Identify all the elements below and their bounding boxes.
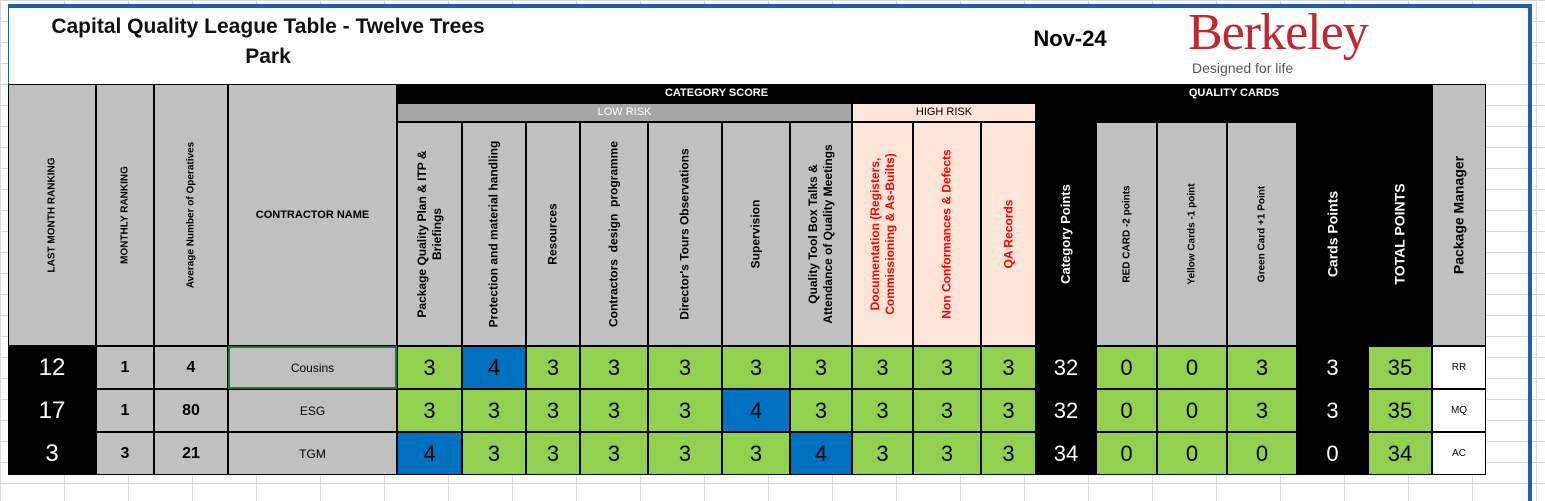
contractor-name-cell[interactable]: Cousins [228,346,397,389]
category-points-cell: 32 [1036,389,1096,432]
category-points-cell: 32 [1036,346,1096,389]
score-cell: 4 [462,346,526,389]
score-cell: 3 [648,346,722,389]
card-count-cell: 0 [1227,432,1297,475]
cards-points-cell: 3 [1297,346,1368,389]
card-header-1 [1096,122,1157,346]
category-header-10 [981,122,1036,346]
category-header-4 [580,122,648,346]
category-points-cell: 34 [1036,432,1096,475]
score-cell: 3 [580,346,648,389]
avg-operatives-cell: 80 [154,389,228,432]
score-cell: 3 [852,389,913,432]
score-cell: 3 [397,346,462,389]
page-title: Capital Quality League Table - Twelve Trees Park [51,15,485,68]
score-cell: 3 [648,432,722,475]
contractor-name-header: CONTRACTOR NAME [228,84,397,346]
category-label-7: Quality Tool Box Talks & Attendance of Quality Meetings [806,144,835,324]
card-count-cell: 0 [1096,346,1157,389]
category-label-9: Non Conformances & Defects [939,149,954,319]
card-count-cell: 0 [1096,432,1157,475]
category-label-1: Package Quality Plan & ITP & Briefings [414,150,444,318]
score-cell: 3 [981,432,1036,475]
monthly-ranking-header-label: MONTHLY RANKING [119,166,131,264]
last-month-ranking-header-label: LAST MONTH RANKING [46,157,58,273]
card-label-3: Green Card +1 Point [1256,185,1268,283]
avg-operatives-header [154,84,228,346]
monthly-ranking-cell: 3 [96,432,154,475]
score-cell: 3 [648,389,722,432]
score-cell: 3 [981,389,1036,432]
score-cell: 3 [852,432,913,475]
monthly-ranking-cell: 1 [96,389,154,432]
category-header-6 [722,122,790,346]
category-label-10: QA Records [1001,199,1015,269]
package-manager-header [1432,84,1486,346]
score-cell: 3 [913,432,981,475]
total-points-cell: 35 [1368,389,1432,432]
category-points-header [1036,122,1096,346]
category-label-4: Contractors design programme [606,140,621,328]
category-score-header: CATEGORY SCORE [397,84,1036,103]
score-cell: 3 [790,346,852,389]
cards-points-cell: 0 [1297,432,1368,475]
card-count-cell: 0 [1157,389,1227,432]
score-cell: 3 [526,346,580,389]
score-cell: 3 [981,346,1036,389]
cards-points-header [1297,122,1368,346]
score-cell: 4 [397,432,462,475]
score-cell: 3 [397,389,462,432]
score-cell: 3 [913,346,981,389]
category-label-6: Supervision [748,199,763,269]
card-count-cell: 0 [1096,389,1157,432]
card-label-1: RED CARD -2 points [1121,185,1132,283]
last-month-ranking-cell: 12 [8,346,96,389]
category-header-5 [648,122,722,346]
category-header-8 [852,122,913,346]
logo-brand: Berkeley [1188,4,1368,61]
category-header-3 [526,122,580,346]
score-cell: 3 [913,389,981,432]
cards-points-cell: 3 [1297,389,1368,432]
last-month-ranking-cell: 17 [8,389,96,432]
contractor-name-cell[interactable]: TGM [228,432,397,475]
card-label-2: Yellow Cards -1 point [1186,183,1198,285]
score-cell: 3 [462,432,526,475]
monthly-ranking-cell: 1 [96,346,154,389]
card-count-cell: 0 [1157,432,1227,475]
score-cell: 3 [852,346,913,389]
score-cell: 3 [526,389,580,432]
total-points-cell: 35 [1368,346,1432,389]
score-cell: 3 [722,346,790,389]
logo-tagline: Designed for life [1192,60,1294,76]
contractor-name-cell[interactable]: ESG [228,389,397,432]
card-count-cell: 3 [1227,389,1297,432]
last-month-ranking-header [8,84,96,346]
category-label-2: Protection and material handling [486,140,501,328]
quality-cards-header: QUALITY CARDS [1036,84,1432,103]
card-header-3 [1227,122,1297,346]
score-cell: 3 [526,432,580,475]
cards-header-bg [1096,103,1297,122]
berkeley-logo [1188,6,1408,80]
total-points-label: TOTAL POINTS [1391,183,1408,285]
card-count-cell: 3 [1227,346,1297,389]
score-cell: 3 [462,389,526,432]
category-header-9 [913,122,981,346]
card-header-2 [1157,122,1227,346]
category-points-label: Category Points [1058,184,1073,284]
total-points-header [1368,122,1432,346]
category-header-2 [462,122,526,346]
package-manager-cell: MQ [1432,389,1486,432]
avg-operatives-cell: 4 [154,346,228,389]
cards-points-label: Cards Points [1324,190,1340,278]
last-month-ranking-cell: 3 [8,432,96,475]
category-label-8: Documentation (Registers, Commissioning & As-Builts) [867,153,897,315]
score-cell: 3 [580,432,648,475]
avg-operatives-header-label: Average Number of Operatives [185,141,197,289]
score-cell: 3 [790,389,852,432]
low-risk-header: LOW RISK [397,103,852,122]
frame-right-bar [1528,4,1532,501]
score-cell: 3 [580,389,648,432]
category-header-7 [790,122,852,346]
score-cell: 4 [790,432,852,475]
score-cell: 4 [722,389,790,432]
card-count-cell: 0 [1157,346,1227,389]
total-points-cell: 34 [1368,432,1432,475]
monthly-ranking-header [96,84,154,346]
category-header-1 [397,122,462,346]
package-manager-label: Package Manager [1450,155,1467,275]
package-manager-cell: AC [1432,432,1486,475]
report-date: Nov-24 [1033,26,1107,51]
high-risk-header: HIGH RISK [852,103,1036,122]
score-cell: 3 [722,432,790,475]
category-label-3: Resources [545,203,560,265]
avg-operatives-cell: 21 [154,432,228,475]
category-label-5: Director's Tours Observations [677,148,692,320]
package-manager-cell: RR [1432,346,1486,389]
